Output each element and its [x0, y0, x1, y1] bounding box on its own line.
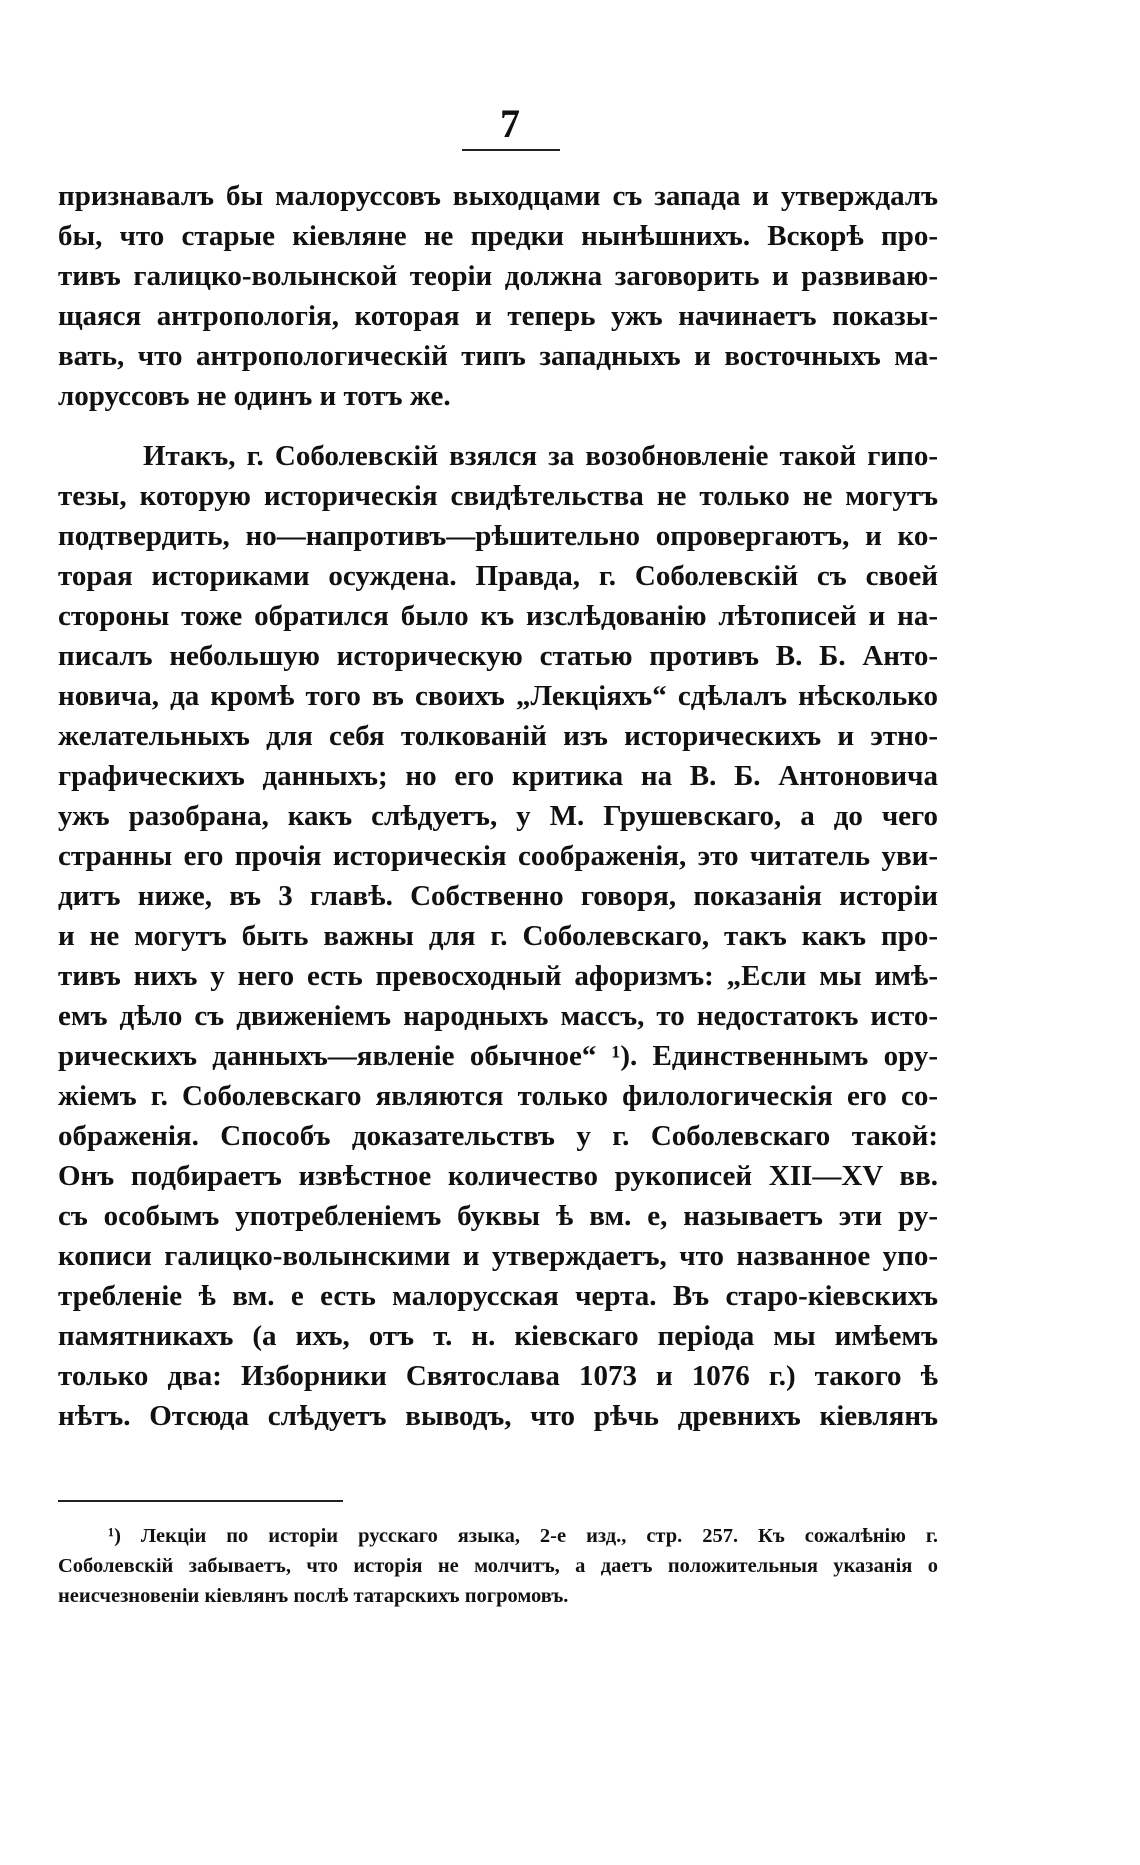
text-line: тивъ галицко-волынской теоріи должна заговорить и развиваю-: [58, 260, 938, 292]
paragraph-2: [58, 436, 938, 1436]
text-line: тивъ нихъ у него есть превосходный афоризмъ: „Если мы имѣ-: [58, 960, 938, 992]
text-line: новича, да кромѣ того въ своихъ „Лекціяхъ“ сдѣлалъ нѣсколько: [58, 680, 938, 712]
text-line: ужъ разобрана, какъ слѣдуетъ, у М. Грушевскаго, а до чего: [58, 800, 938, 832]
footnote-line: неисчезновеніи кіевлянъ послѣ татарскихъ погромовъ.: [58, 1585, 569, 1607]
text-line: странны его прочія историческія соображенія, это читатель уви-: [58, 840, 938, 872]
text-line: кописи галицко-волынскими и утверждаетъ, что названное упо-: [58, 1240, 938, 1272]
text-line: графическихъ данныхъ; но его критика на В. Б. Антоновича: [58, 760, 938, 792]
footnote-divider: [58, 1500, 343, 1502]
footnote-1: [58, 1521, 938, 1611]
text-line: желательныхъ для себя толкованій изъ историческихъ и этно-: [58, 720, 938, 752]
text-line: бы, что старые кіевляне не предки нынѣшнихъ. Вскорѣ про-: [58, 220, 938, 252]
text-line: дитъ ниже, въ 3 главѣ. Собственно говоря, показанія исторіи: [58, 880, 938, 912]
text-line: стороны тоже обратился было къ изслѣдованію лѣтописей и на-: [58, 600, 938, 632]
text-line: нѣтъ. Отсюда слѣдуетъ выводъ, что рѣчь древнихъ кіевлянъ: [58, 1400, 938, 1432]
text-line: памятникахъ (а ихъ, отъ т. н. кіевскаго періода мы имѣемъ: [58, 1320, 938, 1352]
text-line: только два: Изборники Святослава 1073 и 1076 г.) такого ѣ: [58, 1360, 938, 1392]
text-line: лоруссовъ не одинъ и тотъ же.: [58, 380, 451, 412]
text-line: требленіе ѣ вм. е есть малорусская черта. Въ старо-кіевскихъ: [58, 1280, 938, 1312]
text-line: писалъ небольшую историческую статью противъ В. Б. Анто-: [58, 640, 938, 672]
text-line: торая историками осуждена. Правда, г. Соболевскій съ своей: [58, 560, 938, 592]
footnote-line: Соболевскій забываетъ, что исторія не молчитъ, а даетъ положительныя указанія о: [58, 1555, 938, 1577]
paragraph-1: [58, 176, 938, 416]
footnote-line: ¹) Лекціи по исторіи русскаго языка, 2-е изд., стр. 257. Къ сожалѣнію г.: [108, 1525, 938, 1547]
text-line: тезы, которую историческія свидѣтельства не только не могутъ: [58, 480, 938, 512]
text-line: ображенія. Способъ доказательствъ у г. Соболевскаго такой:: [58, 1120, 938, 1152]
text-line: и не могутъ быть важны для г. Соболевскаго, такъ какъ про-: [58, 920, 938, 952]
text-line: Онъ подбираетъ извѣстное количество рукописей XII—XV вв.: [58, 1160, 938, 1192]
text-line: подтвердить, но—напротивъ—рѣшительно опровергаютъ, и ко-: [58, 520, 938, 552]
text-line: вать, что антропологическій типъ западныхъ и восточныхъ ма-: [58, 340, 938, 372]
text-line: рическихъ данныхъ—явленіе обычное“ ¹). Единственнымъ ору-: [58, 1040, 938, 1072]
text-line: признавалъ бы малоруссовъ выходцами съ запада и утверждалъ: [58, 180, 938, 212]
text-line: съ особымъ употребленіемъ буквы ѣ вм. е, называетъ эти ру-: [58, 1200, 938, 1232]
text-line: жіемъ г. Соболевскаго являются только филологическія его со-: [58, 1080, 938, 1112]
page-number-underline: [462, 149, 560, 151]
text-line: щаяся антропологія, которая и теперь ужъ начинаетъ показы-: [58, 300, 938, 332]
page-number: 7: [500, 101, 520, 146]
text-line: емъ дѣло съ движеніемъ народныхъ массъ, то недостатокъ исто-: [58, 1000, 938, 1032]
text-line: Итакъ, г. Соболевскій взялся за возобновленіе такой гипо-: [143, 440, 938, 472]
